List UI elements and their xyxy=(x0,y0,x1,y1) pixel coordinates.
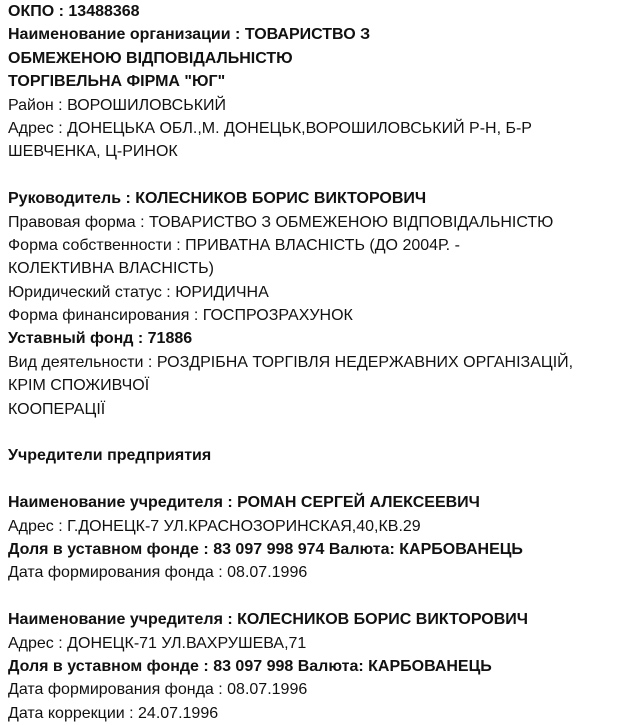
ownership-label: Форма собственности : xyxy=(8,236,181,254)
spacer xyxy=(8,585,632,608)
founder-address-label: Адрес : xyxy=(8,517,63,535)
charter-fund-line xyxy=(8,327,632,350)
org-name-line-3 xyxy=(8,70,632,93)
director-value: КОЛЕСНИКОВ БОРИС ВИКТОРОВИЧ xyxy=(135,190,427,208)
address-label: Адрес : xyxy=(8,119,63,137)
org-name-label: Наименование организации : xyxy=(8,26,241,44)
ownership-line-2 xyxy=(8,257,632,280)
spacer xyxy=(8,421,632,444)
founder-currency-value: КАРБОВАНЕЦЬ xyxy=(399,540,523,558)
activity-value-2: КРІМ СПОЖИВЧОЇ xyxy=(8,377,150,395)
activity-value-3: КООПЕРАЦІЇ xyxy=(8,400,106,418)
address-line-1 xyxy=(8,117,632,140)
founder-formed-value: 08.07.1996 xyxy=(227,564,308,582)
okpo-value: 13488368 xyxy=(68,3,140,20)
org-name-value-1: ТОВАРИСТВО З xyxy=(244,26,371,44)
legal-form-line xyxy=(8,211,632,234)
founder-1-share-line xyxy=(8,538,632,561)
founder-share-value: 83 097 998 974 xyxy=(213,540,325,558)
founder-currency-value: КАРБОВАНЕЦЬ xyxy=(368,657,492,675)
okpo-label: ОКПО : xyxy=(8,3,64,20)
founder-address-value: Г.ДОНЕЦК-7 УЛ.КРАСНОЗОРИНСКАЯ,40,КВ.29 xyxy=(67,517,421,535)
org-name-line-1 xyxy=(8,23,632,46)
founder-currency-label: Валюта: xyxy=(328,540,395,558)
financing-value: ГОСПРОЗРАХУНОК xyxy=(202,307,353,325)
financing-line xyxy=(8,304,632,327)
founder-2-address-line xyxy=(8,632,632,655)
activity-line-3 xyxy=(8,398,632,421)
founder-2-formed-line xyxy=(8,678,632,701)
activity-line-2 xyxy=(8,374,632,397)
legal-status-line xyxy=(8,281,632,304)
ownership-line-1 xyxy=(8,234,632,257)
district-line xyxy=(8,94,632,117)
address-value-1: ДОНЕЦЬКА ОБЛ.,М. ДОНЕЦЬК,ВОРОШИЛОВСЬКИЙ Р-Н, Б-Р xyxy=(67,119,532,137)
founder-name-label: Наименование учредителя : xyxy=(8,611,233,629)
founder-share-value: 83 097 998 xyxy=(213,657,294,675)
address-value-2: ШЕВЧЕНКА, Ц-РИНОК xyxy=(8,143,178,161)
founder-formed-value: 08.07.1996 xyxy=(227,681,308,699)
director-line xyxy=(8,187,632,210)
legal-form-label: Правовая форма : xyxy=(8,213,145,231)
company-record xyxy=(8,0,632,725)
charter-fund-value: 71886 xyxy=(147,330,193,348)
founder-corrected-value: 24.07.1996 xyxy=(138,704,219,722)
financing-label: Форма финансирования : xyxy=(8,307,199,325)
address-line-2 xyxy=(8,140,632,163)
founder-address-value: ДОНЕЦК-71 УЛ.ВАХРУШЕВА,71 xyxy=(67,634,307,652)
founder-formed-label: Дата формирования фонда : xyxy=(8,681,223,699)
district-label: Район : xyxy=(8,96,63,114)
charter-fund-label: Уставный фонд : xyxy=(8,330,144,348)
activity-label: Вид деятельности : xyxy=(8,353,153,371)
okpo-line xyxy=(8,0,632,23)
founder-name-value: РОМАН СЕРГЕЙ АЛЕКСЕЕВИЧ xyxy=(237,494,480,512)
district-value: ВОРОШИЛОВСЬКИЙ xyxy=(67,96,227,114)
org-name-line-2 xyxy=(8,47,632,70)
ownership-value-1: ПРИВАТНА ВЛАСНІСТЬ (ДО 2004Р. - xyxy=(185,236,460,254)
founder-formed-label: Дата формирования фонда : xyxy=(8,564,223,582)
founder-1-name-line xyxy=(8,491,632,514)
ownership-value-2: КОЛЕКТИВНА ВЛАСНІСТЬ) xyxy=(8,260,215,278)
founder-1-formed-line xyxy=(8,561,632,584)
founder-name-value: КОЛЕСНИКОВ БОРИС ВИКТОРОВИЧ xyxy=(237,611,529,629)
org-name-value-3: ТОРГІВЕЛЬНА ФІРМА "ЮГ" xyxy=(8,73,226,91)
legal-form-value: ТОВАРИСТВО З ОБМЕЖЕНОЮ ВІДПОВІДАЛЬНІСТЮ xyxy=(149,213,554,231)
founder-1-address-line xyxy=(8,515,632,538)
founder-name-label: Наименование учредителя : xyxy=(8,494,233,512)
founder-share-label: Доля в уставном фонде : xyxy=(8,540,209,558)
founders-heading: Учредители предприятия xyxy=(8,447,212,465)
founder-address-label: Адрес : xyxy=(8,634,63,652)
spacer xyxy=(8,164,632,187)
founder-2-share-line xyxy=(8,655,632,678)
activity-value-1: РОЗДРІБНА ТОРГІВЛЯ НЕДЕРЖАВНИХ ОРГАНІЗАЦІЙ, xyxy=(156,353,574,371)
org-name-value-2: ОБМЕЖЕНОЮ ВІДПОВІДАЛЬНІСТЮ xyxy=(8,49,293,67)
activity-line-1 xyxy=(8,351,632,374)
founder-share-label: Доля в уставном фонде : xyxy=(8,657,209,675)
founder-2-name-line xyxy=(8,608,632,631)
founder-currency-label: Валюта: xyxy=(297,657,364,675)
founder-corrected-label: Дата коррекции : xyxy=(8,704,134,722)
legal-status-label: Юридический статус : xyxy=(8,283,171,301)
director-label: Руководитель : xyxy=(8,190,131,208)
legal-status-value: ЮРИДИЧНА xyxy=(175,283,269,301)
spacer xyxy=(8,468,632,491)
